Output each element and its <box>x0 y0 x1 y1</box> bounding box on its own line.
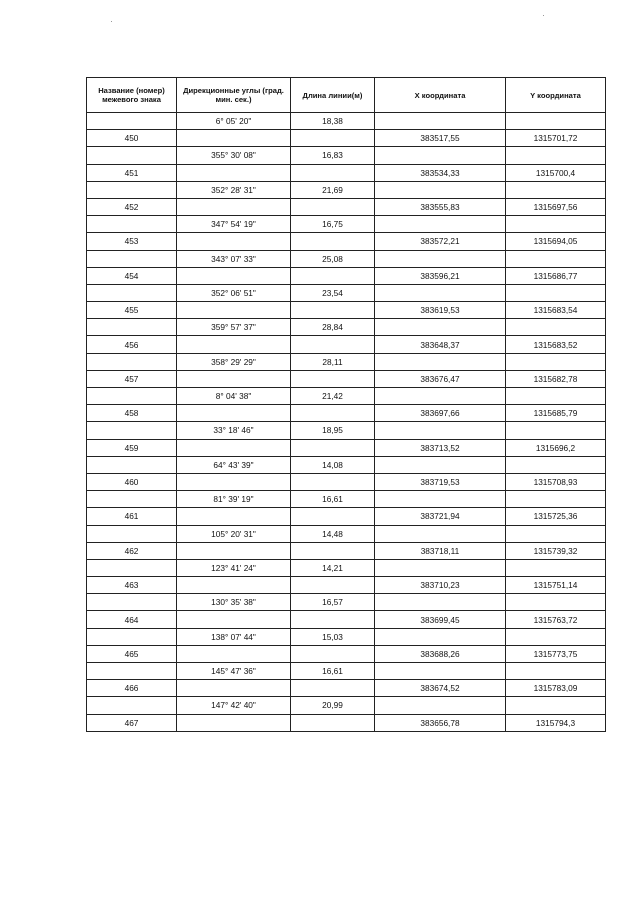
empty-cell <box>506 147 606 164</box>
table-row <box>87 370 606 387</box>
empty-cell <box>291 405 375 422</box>
table-row <box>87 147 606 164</box>
y-coordinate-cell: 1315725,36 <box>506 508 606 525</box>
table-row <box>87 181 606 198</box>
direction-angle-cell: 123° 41' 24" <box>177 559 291 576</box>
y-coordinate-cell: 1315751,14 <box>506 577 606 594</box>
table-row <box>87 130 606 147</box>
empty-cell <box>177 611 291 628</box>
table-row <box>87 559 606 576</box>
line-length-cell: 28,11 <box>291 353 375 370</box>
direction-angle-cell: 130° 35' 38" <box>177 594 291 611</box>
table-row <box>87 456 606 473</box>
x-coordinate-cell: 383534,33 <box>375 164 506 181</box>
x-coordinate-cell: 383517,55 <box>375 130 506 147</box>
direction-angle-cell: 81° 39' 19" <box>177 491 291 508</box>
empty-cell <box>506 697 606 714</box>
table-row <box>87 284 606 301</box>
mark-name-cell: 461 <box>87 508 177 525</box>
line-length-cell: 28,84 <box>291 319 375 336</box>
empty-cell <box>177 473 291 490</box>
line-length-cell: 16,61 <box>291 491 375 508</box>
mark-name-cell: 450 <box>87 130 177 147</box>
empty-cell <box>87 250 177 267</box>
mark-name-cell: 460 <box>87 473 177 490</box>
table-row <box>87 302 606 319</box>
empty-cell <box>177 645 291 662</box>
y-coordinate-cell: 1315694,05 <box>506 233 606 250</box>
table-row <box>87 388 606 405</box>
empty-cell <box>506 559 606 576</box>
empty-cell <box>177 542 291 559</box>
header-line-length: Длина линии(м) <box>291 78 375 113</box>
empty-cell <box>291 439 375 456</box>
table-row <box>87 164 606 181</box>
table-row <box>87 422 606 439</box>
empty-cell <box>506 388 606 405</box>
empty-cell <box>506 250 606 267</box>
line-length-cell: 15,03 <box>291 628 375 645</box>
empty-cell <box>506 663 606 680</box>
empty-cell <box>87 525 177 542</box>
mark-name-cell: 466 <box>87 680 177 697</box>
empty-cell <box>291 302 375 319</box>
mark-name-cell: 463 <box>87 577 177 594</box>
direction-angle-cell: 352° 06' 51" <box>177 284 291 301</box>
empty-cell <box>375 113 506 130</box>
table-row <box>87 508 606 525</box>
empty-cell <box>87 422 177 439</box>
x-coordinate-cell: 383688,26 <box>375 645 506 662</box>
empty-cell <box>177 577 291 594</box>
empty-cell <box>506 113 606 130</box>
y-coordinate-cell: 1315685,79 <box>506 405 606 422</box>
table-row <box>87 233 606 250</box>
empty-cell <box>177 370 291 387</box>
empty-cell <box>291 267 375 284</box>
empty-cell <box>87 216 177 233</box>
header-y-coordinate: Y координата <box>506 78 606 113</box>
table-row <box>87 250 606 267</box>
empty-cell <box>87 663 177 680</box>
empty-cell <box>87 697 177 714</box>
empty-cell <box>506 525 606 542</box>
table-row <box>87 113 606 130</box>
table-row <box>87 697 606 714</box>
y-coordinate-cell: 1315794,3 <box>506 714 606 731</box>
mark-name-cell: 455 <box>87 302 177 319</box>
line-length-cell: 21,69 <box>291 181 375 198</box>
table-row <box>87 491 606 508</box>
empty-cell <box>291 542 375 559</box>
table-row <box>87 577 606 594</box>
direction-angle-cell: 147° 42' 40" <box>177 697 291 714</box>
table-header-row <box>87 78 606 113</box>
direction-angle-cell: 33° 18' 46" <box>177 422 291 439</box>
mark-name-cell: 458 <box>87 405 177 422</box>
empty-cell <box>177 680 291 697</box>
empty-cell <box>87 388 177 405</box>
direction-angle-cell: 64° 43' 39" <box>177 456 291 473</box>
x-coordinate-cell: 383697,66 <box>375 405 506 422</box>
direction-angle-cell: 347° 54' 19" <box>177 216 291 233</box>
line-length-cell: 14,21 <box>291 559 375 576</box>
direction-angle-cell: 8° 04' 38" <box>177 388 291 405</box>
y-coordinate-cell: 1315683,54 <box>506 302 606 319</box>
empty-cell <box>87 113 177 130</box>
line-length-cell: 20,99 <box>291 697 375 714</box>
empty-cell <box>87 147 177 164</box>
y-coordinate-cell: 1315697,56 <box>506 198 606 215</box>
x-coordinate-cell: 383619,53 <box>375 302 506 319</box>
empty-cell <box>375 388 506 405</box>
line-length-cell: 18,95 <box>291 422 375 439</box>
x-coordinate-cell: 383674,52 <box>375 680 506 697</box>
empty-cell <box>375 181 506 198</box>
empty-cell <box>291 370 375 387</box>
mark-name-cell: 467 <box>87 714 177 731</box>
y-coordinate-cell: 1315700,4 <box>506 164 606 181</box>
header-mark-name: Название (номер) межевого знака <box>87 78 177 113</box>
empty-cell <box>291 680 375 697</box>
empty-cell <box>506 284 606 301</box>
y-coordinate-cell: 1315739,32 <box>506 542 606 559</box>
empty-cell <box>291 164 375 181</box>
empty-cell <box>375 284 506 301</box>
empty-cell <box>375 594 506 611</box>
direction-angle-cell: 352° 28' 31" <box>177 181 291 198</box>
mark-name-cell: 456 <box>87 336 177 353</box>
empty-cell <box>506 456 606 473</box>
table-body <box>87 113 606 732</box>
empty-cell <box>375 216 506 233</box>
empty-cell <box>291 508 375 525</box>
line-length-cell: 16,61 <box>291 663 375 680</box>
mark-name-cell: 464 <box>87 611 177 628</box>
empty-cell <box>506 181 606 198</box>
table-row <box>87 611 606 628</box>
empty-cell <box>375 319 506 336</box>
empty-cell <box>87 319 177 336</box>
line-length-cell: 14,48 <box>291 525 375 542</box>
direction-angle-cell: 359° 57' 37" <box>177 319 291 336</box>
header-direction-angle: Дирекционные углы (град. мин. сек.) <box>177 78 291 113</box>
direction-angle-cell: 355° 30' 08" <box>177 147 291 164</box>
empty-cell <box>506 216 606 233</box>
empty-cell <box>177 233 291 250</box>
table-row <box>87 663 606 680</box>
empty-cell <box>506 628 606 645</box>
empty-cell <box>177 714 291 731</box>
table-row <box>87 680 606 697</box>
direction-angle-cell: 105° 20' 31" <box>177 525 291 542</box>
x-coordinate-cell: 383648,37 <box>375 336 506 353</box>
empty-cell <box>506 353 606 370</box>
empty-cell <box>291 130 375 147</box>
table-row <box>87 594 606 611</box>
empty-cell <box>291 336 375 353</box>
direction-angle-cell: 343° 07' 33" <box>177 250 291 267</box>
table-row <box>87 628 606 645</box>
line-length-cell: 14,08 <box>291 456 375 473</box>
empty-cell <box>87 181 177 198</box>
empty-cell <box>291 577 375 594</box>
y-coordinate-cell: 1315701,72 <box>506 130 606 147</box>
table-row <box>87 405 606 422</box>
x-coordinate-cell: 383721,94 <box>375 508 506 525</box>
mark-name-cell: 453 <box>87 233 177 250</box>
line-length-cell: 16,83 <box>291 147 375 164</box>
table-row <box>87 216 606 233</box>
empty-cell <box>291 645 375 662</box>
mark-name-cell: 462 <box>87 542 177 559</box>
direction-angle-cell: 358° 29' 29" <box>177 353 291 370</box>
empty-cell <box>177 164 291 181</box>
line-length-cell: 16,57 <box>291 594 375 611</box>
empty-cell <box>375 525 506 542</box>
boundary-marks-table <box>86 77 606 732</box>
empty-cell <box>375 663 506 680</box>
empty-cell <box>177 267 291 284</box>
mark-name-cell: 457 <box>87 370 177 387</box>
empty-cell <box>375 147 506 164</box>
table-row <box>87 714 606 731</box>
line-length-cell: 23,54 <box>291 284 375 301</box>
table-row <box>87 198 606 215</box>
line-length-cell: 21,42 <box>291 388 375 405</box>
table-row <box>87 336 606 353</box>
empty-cell <box>375 250 506 267</box>
empty-cell <box>375 422 506 439</box>
empty-cell <box>177 439 291 456</box>
mark-name-cell: 459 <box>87 439 177 456</box>
direction-angle-cell: 6° 05' 20" <box>177 113 291 130</box>
empty-cell <box>506 422 606 439</box>
line-length-cell: 25,08 <box>291 250 375 267</box>
empty-cell <box>291 473 375 490</box>
x-coordinate-cell: 383713,52 <box>375 439 506 456</box>
empty-cell <box>375 628 506 645</box>
table-row <box>87 473 606 490</box>
table-row <box>87 645 606 662</box>
table-row <box>87 319 606 336</box>
y-coordinate-cell: 1315686,77 <box>506 267 606 284</box>
line-length-cell: 16,75 <box>291 216 375 233</box>
empty-cell <box>291 198 375 215</box>
mark-name-cell: 451 <box>87 164 177 181</box>
empty-cell <box>291 233 375 250</box>
empty-cell <box>291 714 375 731</box>
header-x-coordinate: X координата <box>375 78 506 113</box>
empty-cell <box>291 611 375 628</box>
empty-cell <box>87 628 177 645</box>
empty-cell <box>87 491 177 508</box>
empty-cell <box>375 456 506 473</box>
empty-cell <box>87 353 177 370</box>
empty-cell <box>177 336 291 353</box>
table-row <box>87 267 606 284</box>
x-coordinate-cell: 383719,53 <box>375 473 506 490</box>
line-length-cell: 18,38 <box>291 113 375 130</box>
mark-name-cell: 452 <box>87 198 177 215</box>
y-coordinate-cell: 1315682,78 <box>506 370 606 387</box>
empty-cell <box>177 302 291 319</box>
empty-cell <box>375 353 506 370</box>
x-coordinate-cell: 383572,21 <box>375 233 506 250</box>
x-coordinate-cell: 383710,23 <box>375 577 506 594</box>
empty-cell <box>177 198 291 215</box>
x-coordinate-cell: 383699,45 <box>375 611 506 628</box>
table-row <box>87 353 606 370</box>
empty-cell <box>87 456 177 473</box>
empty-cell <box>87 284 177 301</box>
y-coordinate-cell: 1315696,2 <box>506 439 606 456</box>
mark-name-cell: 454 <box>87 267 177 284</box>
empty-cell <box>375 559 506 576</box>
mark-name-cell: 465 <box>87 645 177 662</box>
x-coordinate-cell: 383656,78 <box>375 714 506 731</box>
x-coordinate-cell: 383596,21 <box>375 267 506 284</box>
empty-cell <box>375 697 506 714</box>
y-coordinate-cell: 1315773,75 <box>506 645 606 662</box>
x-coordinate-cell: 383676,47 <box>375 370 506 387</box>
empty-cell <box>87 559 177 576</box>
empty-cell <box>506 491 606 508</box>
table-row <box>87 542 606 559</box>
y-coordinate-cell: 1315783,09 <box>506 680 606 697</box>
empty-cell <box>506 594 606 611</box>
x-coordinate-cell: 383555,83 <box>375 198 506 215</box>
y-coordinate-cell: 1315708,93 <box>506 473 606 490</box>
empty-cell <box>177 130 291 147</box>
scan-speck <box>543 15 544 16</box>
empty-cell <box>87 594 177 611</box>
empty-cell <box>177 405 291 422</box>
table-row <box>87 439 606 456</box>
table-row <box>87 525 606 542</box>
empty-cell <box>177 508 291 525</box>
scan-speck <box>111 21 112 22</box>
x-coordinate-cell: 383718,11 <box>375 542 506 559</box>
empty-cell <box>506 319 606 336</box>
direction-angle-cell: 145° 47' 36" <box>177 663 291 680</box>
y-coordinate-cell: 1315763,72 <box>506 611 606 628</box>
y-coordinate-cell: 1315683,52 <box>506 336 606 353</box>
empty-cell <box>375 491 506 508</box>
direction-angle-cell: 138° 07' 44" <box>177 628 291 645</box>
